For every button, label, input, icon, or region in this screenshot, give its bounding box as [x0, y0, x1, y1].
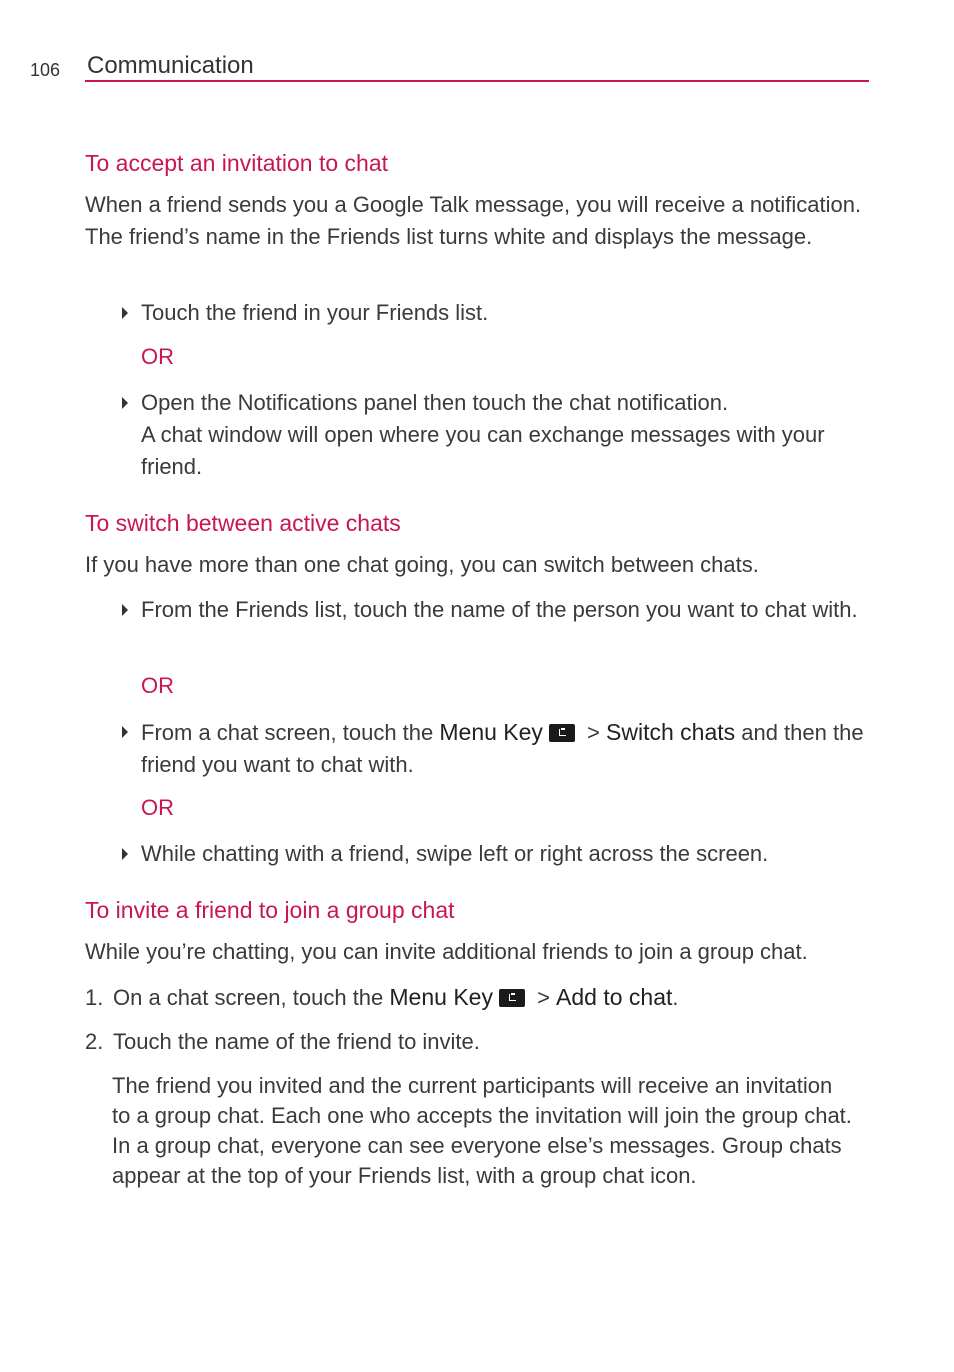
text-segment: On a chat screen, touch the — [113, 985, 390, 1010]
step-text: Touch the name of the friend to invite. — [113, 1029, 480, 1054]
triangle-right-icon — [118, 297, 132, 329]
numbered-step — [85, 982, 875, 1013]
bullet-text: Open the Notifications panel then touch the chat notification. — [141, 390, 729, 415]
paragraph-accept-intro: When a friend sends you a Google Talk message, you will receive a notification. The friend’s name in the Friends list turns white and displays the message. — [85, 192, 862, 249]
page-header — [30, 50, 869, 84]
bullet-item — [118, 716, 878, 781]
bullet-item — [118, 387, 878, 483]
menu-key-icon — [549, 724, 575, 742]
bullet-subtext: A chat window will open where you can exchange messages with your friend. — [141, 422, 825, 479]
triangle-right-icon — [118, 838, 132, 870]
switch-chats-label: Switch chats — [606, 719, 736, 745]
step-number: 1. — [85, 985, 104, 1010]
or-separator: OR — [141, 795, 174, 820]
bullet-text — [141, 716, 878, 781]
menu-key-label: Menu Key — [439, 719, 543, 745]
text-segment: From a chat screen, touch the — [141, 720, 440, 745]
menu-key-label: Menu Key — [389, 984, 493, 1010]
bullet-text: Touch the friend in your Friends list. — [141, 300, 489, 325]
paragraph-invite-intro: While you’re chatting, you can invite additional friends to join a group chat. — [85, 939, 808, 964]
text-segment: > — [530, 985, 557, 1010]
heading-invite-group-chat: To invite a friend to join a group chat — [85, 897, 455, 923]
bullet-item — [118, 594, 878, 626]
paragraph-invite-closing: The friend you invited and the current participants will receive an invitation to a group chat. Each one who accepts the invitation will join the group chat. In a group chat, everyone can see everyone else’s messages. Group chats appear at the top of your Friends list, with a group chat icon. — [112, 1073, 852, 1188]
text-segment: > — [580, 720, 607, 745]
or-separator: OR — [141, 344, 174, 369]
add-to-chat-label: Add to chat — [556, 984, 673, 1010]
header-divider — [85, 80, 869, 82]
numbered-step — [85, 1027, 875, 1057]
bullet-text: While chatting with a friend, swipe left or right across the screen. — [141, 841, 769, 866]
bullet-item — [118, 297, 878, 329]
heading-accept-invitation: To accept an invitation to chat — [85, 150, 389, 176]
page-number: 106 — [30, 60, 61, 80]
menu-key-icon — [499, 989, 525, 1007]
heading-switch-chats: To switch between active chats — [85, 510, 401, 536]
text-segment: and then the friend you want to chat with. — [141, 720, 864, 777]
bullet-text: From the Friends list, touch the name of the person you want to chat with. — [141, 597, 858, 622]
paragraph-switch-intro: If you have more than one chat going, you can switch between chats. — [85, 552, 759, 577]
text-segment: . — [672, 985, 679, 1010]
bullet-item — [118, 838, 878, 870]
step-number: 2. — [85, 1029, 104, 1054]
triangle-right-icon — [118, 594, 132, 626]
section-title: Communication — [87, 52, 254, 79]
triangle-right-icon — [118, 716, 132, 748]
or-separator: OR — [141, 673, 174, 698]
triangle-right-icon — [118, 387, 132, 419]
